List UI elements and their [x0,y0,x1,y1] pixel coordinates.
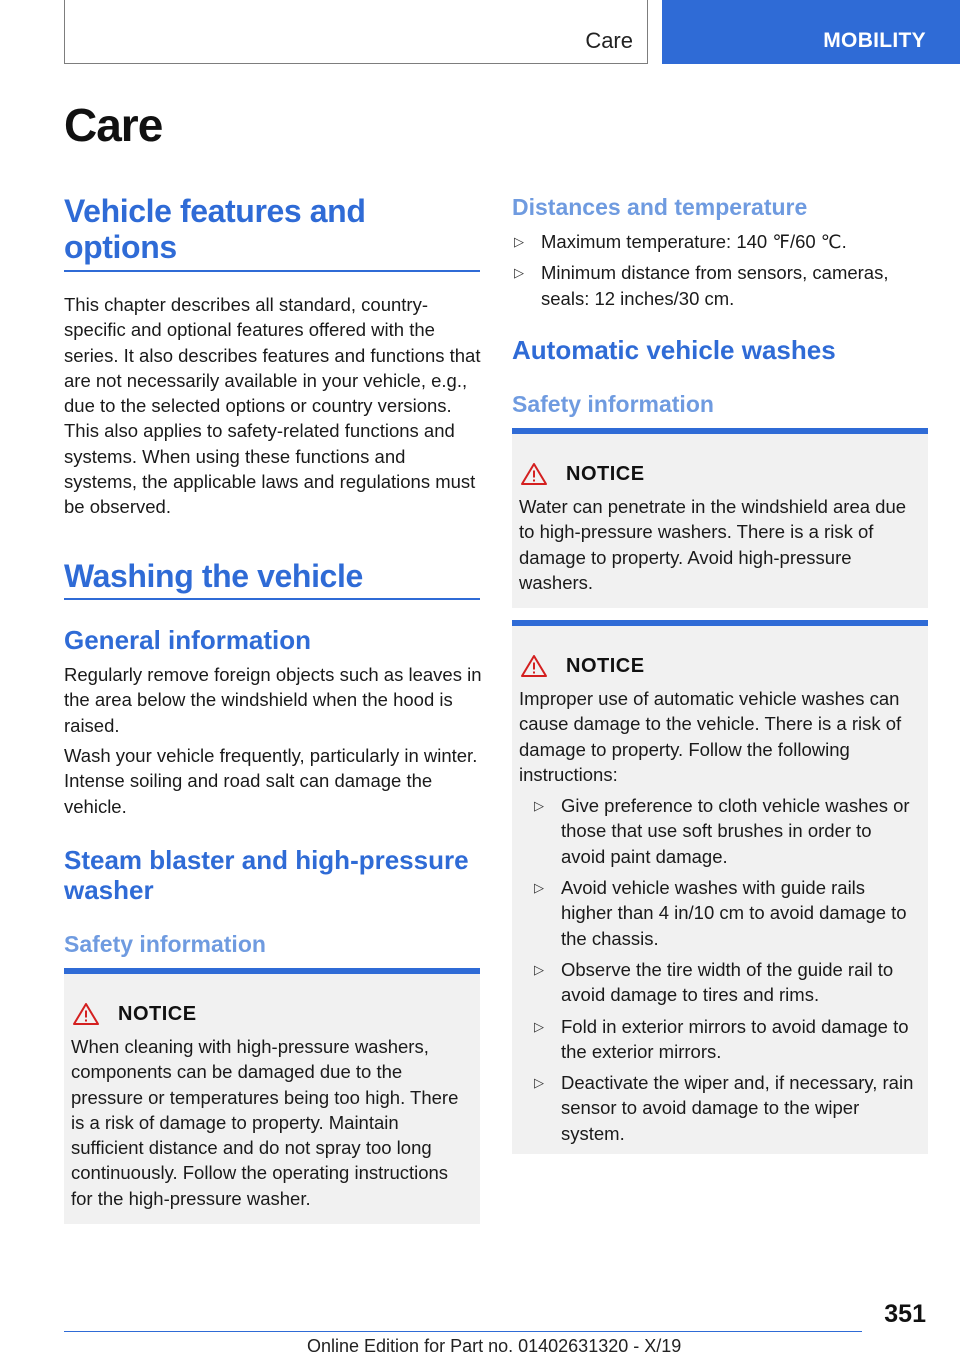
heading-steam-blaster: Steam blaster and high-pressure washer [64,845,469,905]
warning-triangle-icon [520,654,548,678]
bullet-triangle-icon: ▷ [534,798,544,814]
header-section-title: Care [585,28,633,53]
heading-general-information: General information [64,625,312,655]
paragraph-features: This chapter describes all standard, country-specific and optional features offered with the series. It also describes features and functions that are not necessarily available in your vehicle, e.g., due to the selected options or country versions. This also applies to safety-related functions and systems. When using these functions and systems, the applicable laws and regulations must be observed. [64,294,481,518]
list-item-text: Minimum distance from sensors, cameras, seals: 12 inches/30 cm. [541,262,889,309]
bullet-triangle-icon: ▷ [514,234,524,249]
header-section-box [64,0,648,64]
notice-box [64,968,480,1224]
notice-bullet-list [519,793,920,1146]
list-item-text: Fold in exterior mirrors to avoid damage to the exterior mirrors. [561,1015,909,1062]
notice-box [512,620,928,1154]
heading-safety-information: Safety information [512,391,714,417]
notice-text: Water can penetrate in the windshield area due to high-pressure washers. There is a risk of damage to property. Avoid high-pressure washers. [519,496,907,593]
paragraph-general-2: Wash your vehicle frequently, particularly in winter. Intense soiling and road salt can damage the vehicle. [64,745,478,817]
warning-triangle-icon [72,1002,100,1026]
warning-triangle-icon [520,462,548,486]
list-item-text: Avoid vehicle washes with guide rails higher than 4 in/10 cm to avoid damage to the chassis. [561,877,907,949]
list-item [532,957,920,1008]
footer-rule [64,1331,862,1332]
bullet-triangle-icon: ▷ [534,961,544,977]
list-item [532,1014,920,1065]
list-item [532,875,920,951]
paragraph-general-1: Regularly remove foreign objects such as leaves in the area below the windshield when the hood is raised. [64,664,482,736]
heading-rule [64,598,480,600]
list-item-text: Give preference to cloth vehicle washes or those that use soft brushes in order to avoid paint damage. [561,795,910,867]
notice-title: NOTICE [566,654,645,677]
notice-header [519,462,920,486]
notice-text: When cleaning with high-pressure washers, components can be damaged due to the pressure or temperatures being too high. There is a risk of damage to property. Maintain sufficient distance and do not spray too long continuously. Follow the operating instructions for the high-pressure washer. [71,1036,459,1209]
list-item-text: Observe the tire width of the guide rail to avoid damage to tires and rims. [561,958,894,1006]
page-number: 351 [884,1300,926,1328]
list-item [532,1070,920,1146]
list-item [512,260,928,311]
heading-distances-temperature: Distances and temperature [512,194,808,220]
notice-title: NOTICE [118,1002,197,1025]
bullet-triangle-icon: ▷ [514,265,524,281]
list-item [532,793,920,869]
bullet-triangle-icon: ▷ [534,880,544,896]
list-item [512,229,928,254]
footer-edition-text: Online Edition for Part no. 01402631320 - X/19 [307,1336,682,1356]
heading-rule [64,270,480,272]
heading-safety-information: Safety information [64,931,266,957]
bullet-triangle-icon: ▷ [534,1075,544,1091]
notice-text: Improper use of automatic vehicle washes can cause damage to the vehicle. There is a risk of damage to property. Follow the following instructions: [519,688,902,785]
heading-automatic-washes: Automatic vehicle washes [512,335,836,365]
list-item-text: Maximum temperature: 140 ℉/60 ℃. [541,231,847,252]
notice-box [512,428,928,608]
list-item-text: Deactivate the wiper and, if necessary, rain sensor to avoid damage to the wiper system. [561,1072,914,1144]
page-title: Care [64,99,163,151]
header-chapter-tab[interactable]: MOBILITY [662,0,960,64]
notice-header [519,654,920,678]
distances-bullet-list [512,229,928,317]
notice-header [71,1002,472,1026]
heading-washing-vehicle: Washing the vehicle [64,558,363,594]
bullet-triangle-icon: ▷ [534,1018,544,1034]
heading-vehicle-features: Vehicle features and options [64,193,366,265]
notice-title: NOTICE [566,462,645,485]
